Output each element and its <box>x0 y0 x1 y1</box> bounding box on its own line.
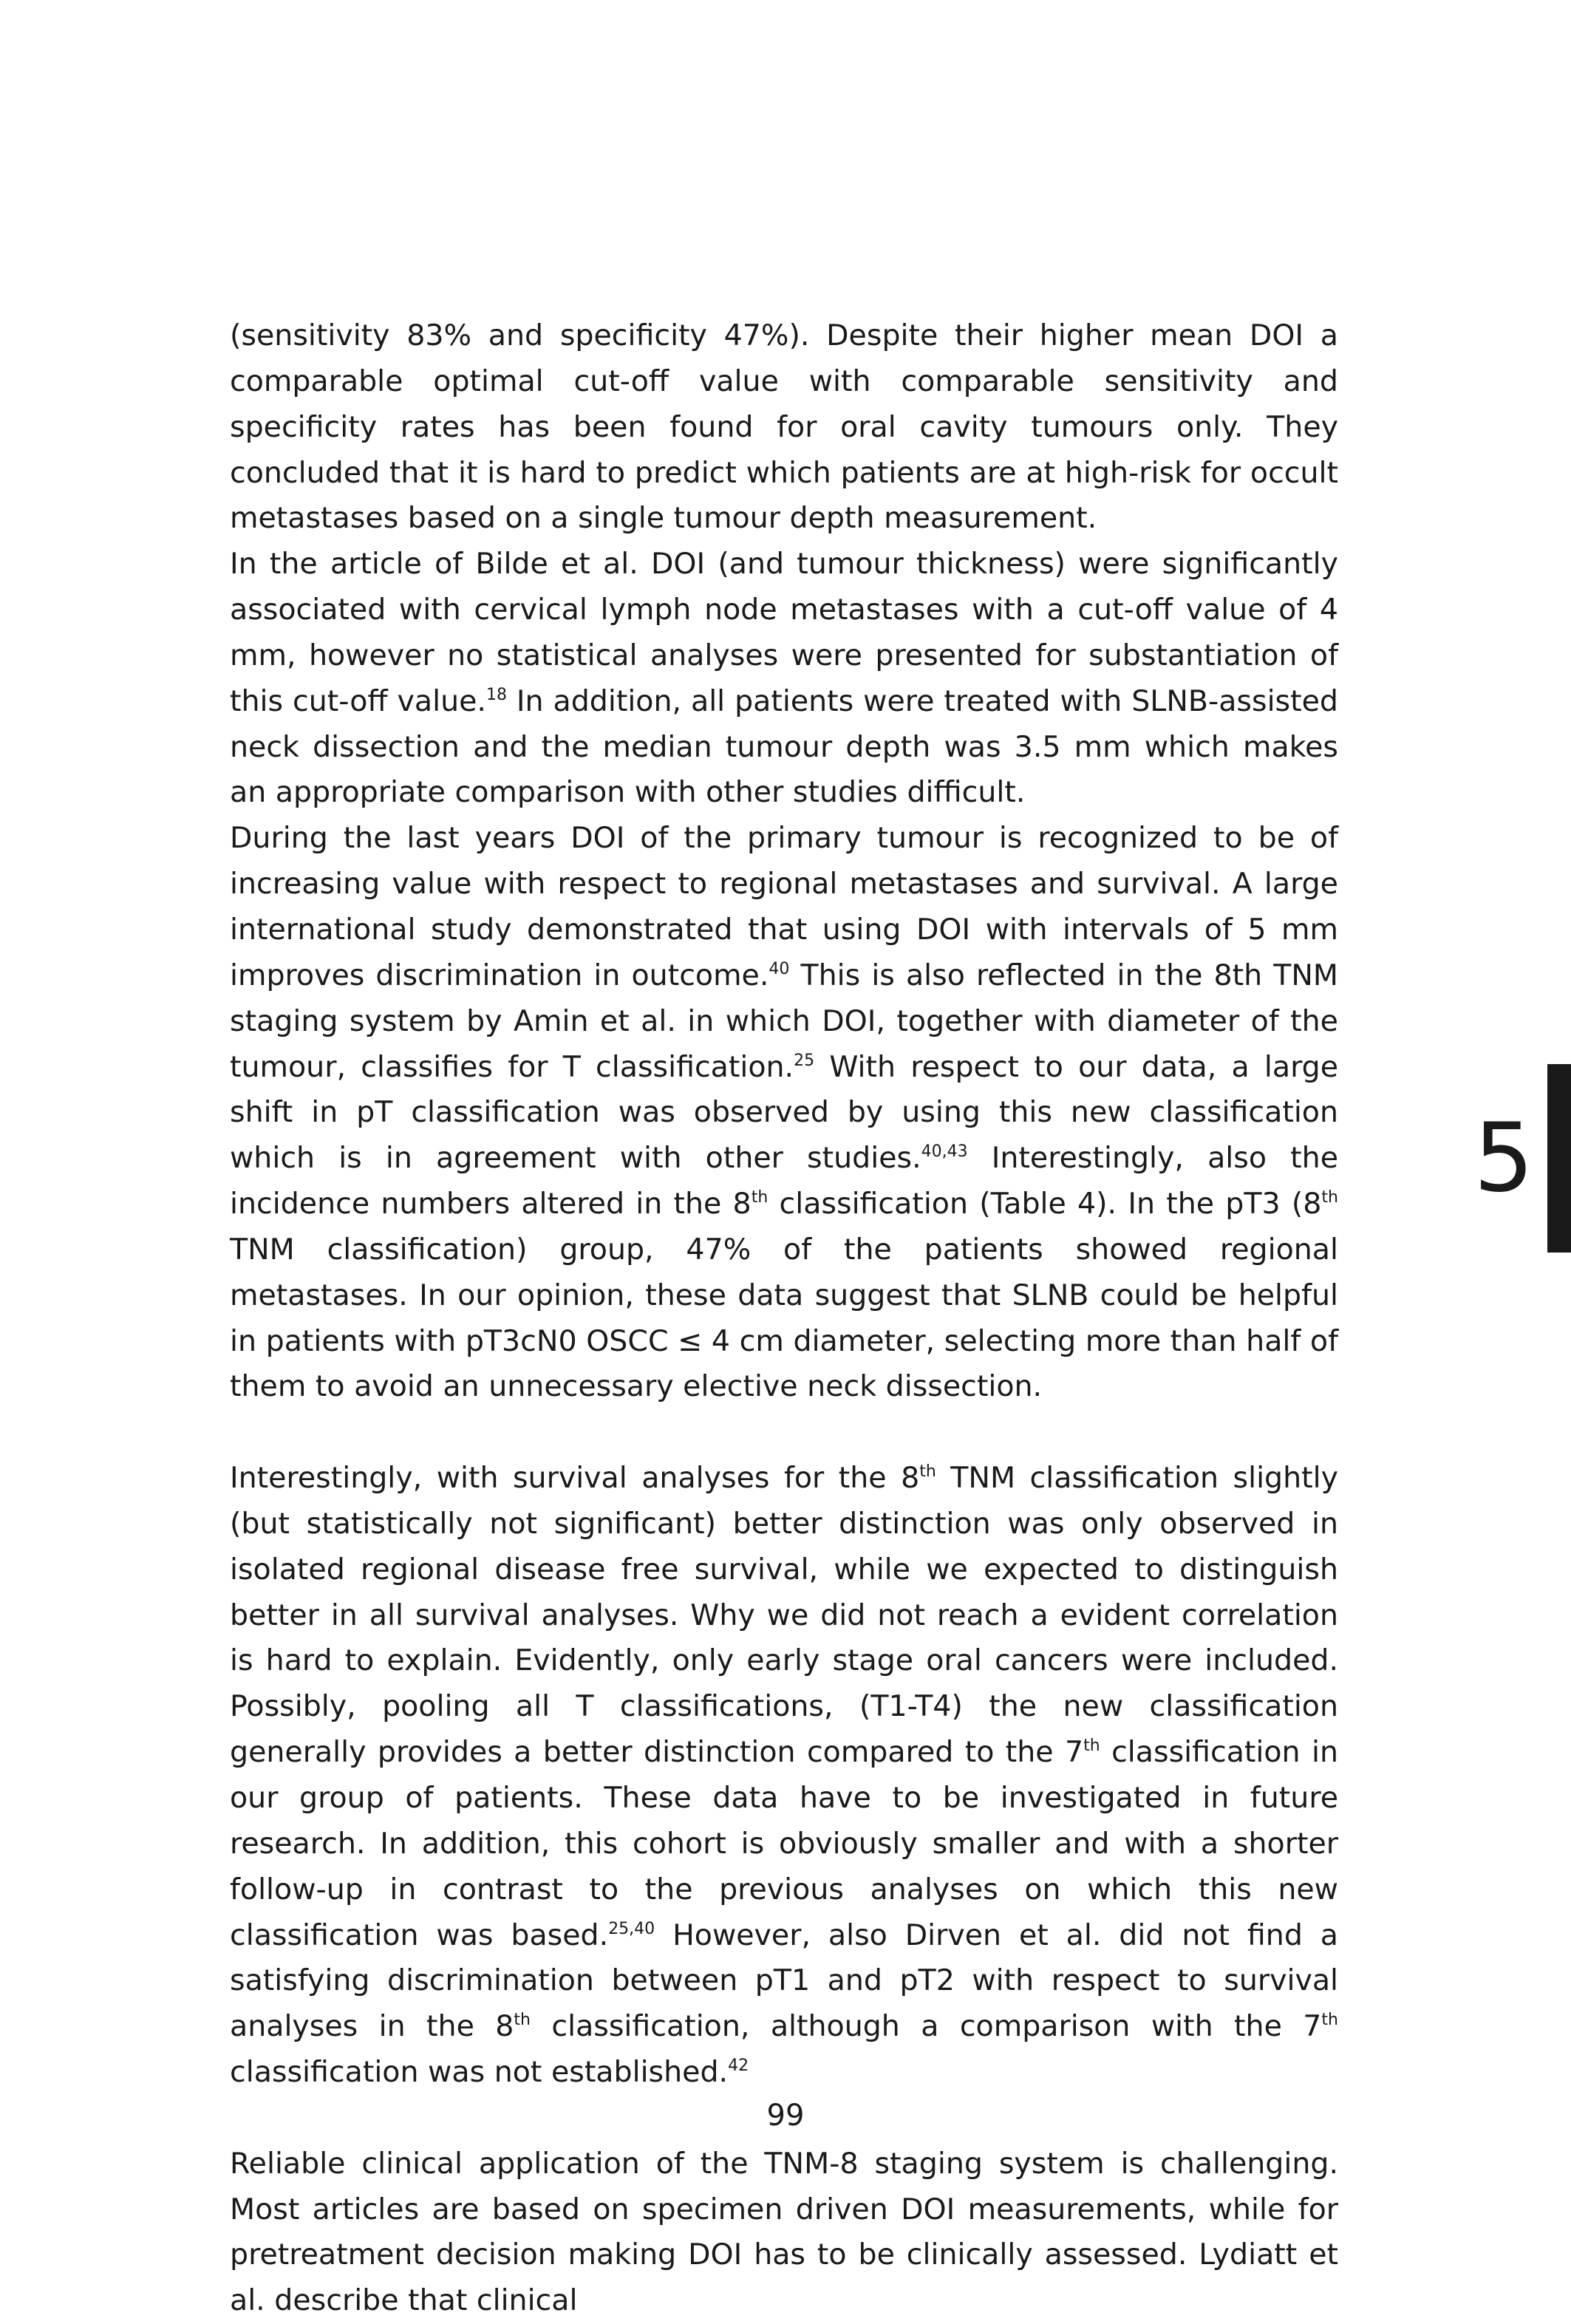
text-run: TNM classification) group, 47% of the patients showed regional metastases. In our opinion, these data suggest that SLNB could be helpful in patients with pT3cN0 OSCC ≤ 4 cm diameter, selecting more than half of them to avoid an unnecessary elective neck dissection. <box>230 1232 1338 1404</box>
citation-superscript: 18 <box>485 685 507 704</box>
citation-superscript: th <box>514 2011 531 2030</box>
text-run: Interestingly, also the incidence numbers altered in the 8 <box>230 1141 1338 1221</box>
text-run: In the article of Bilde et al. DOI (and tumour thickness) were significantly associated with cervical lymph node metastases with a cut-off value of 4 mm, however no statistical analyses were presented for substantiation of this cut-off value. <box>230 547 1338 718</box>
paragraph <box>230 313 1338 1410</box>
citation-superscript: 40,43 <box>921 1142 968 1162</box>
text-run: In addition, all patients were treated with SLNB-assisted neck dissection and the median tumour depth was 3.5 mm which makes an appropriate comparison with other studies difficult. <box>230 684 1338 810</box>
text-run: This is also reflected in the 8th TNM staging system by Amin et al. in which DOI, together with diameter of the tumour, classifies for T classification. <box>230 958 1338 1084</box>
citation-superscript: th <box>919 1462 936 1482</box>
paragraph <box>230 2141 1338 2324</box>
page-number: 99 <box>766 2099 805 2133</box>
chapter-number: 5 <box>1473 1103 1534 1213</box>
text-run: With respect to our data, a large shift in pT classification was observed by using this new classification which is in agreement with other studies. <box>230 1049 1338 1176</box>
text-run: During the last years DOI of the primary tumour is recognized to be of increasing value with respect to regional metastases and survival. A large international study demonstrated that using DOI with intervals of 5 mm improves discrimination in outcome. <box>230 821 1338 992</box>
body-text <box>230 313 1338 2324</box>
paragraph <box>230 1456 1338 2096</box>
citation-superscript: 25,40 <box>608 1919 655 1938</box>
text-run: classification was not established. <box>230 2055 729 2090</box>
text-run: Interestingly, with survival analyses for the 8 <box>230 1461 920 1496</box>
citation-superscript: 25 <box>794 1051 815 1070</box>
citation-superscript: th <box>1083 1737 1100 1756</box>
text-run: TNM classification slightly (but statistically not significant) better distinction was only observed in isolated regional disease free survival, while we expected to distinguish better in all survival analyses. Why we did not reach a evident correlation is hard to explain. Evidently, only early stage oral cancers were included. Possibly, pooling all T classifications, (T1-T4) the new classification generally provides a better distinction compared to the 7 <box>230 1461 1338 1770</box>
text-run: classification, although a comparison with the 7 <box>530 2009 1322 2044</box>
text-run: (sensitivity 83% and specificity 47%). Despite their higher mean DOI a comparable optimal cut-off value with comparable sensitivity and specificity rates has been found for oral cavity tumours only. They concluded that it is hard to predict which patients are at high-risk for occult metastases based on a single tumour depth measurement. <box>230 318 1338 536</box>
text-run: However, also Dirven et al. did not find a satisfying discrimination between pT1 and pT2 with respect to survival analyses in the 8 <box>230 1918 1339 2044</box>
citation-superscript: th <box>1321 2011 1338 2030</box>
text-run: classification in our group of patients. These data have to be investigated in future research. In addition, this cohort is obviously smaller and with a shorter follow-up in contrast to the previous analyses on which this new classification was based. <box>230 1735 1338 1952</box>
text-run: Reliable clinical application of the TNM-8 staging system is challenging. Most articles are based on specimen driven DOI measurements, while for pretreatment decision making DOI has to be clinically assessed. Lydiatt et al. describe that clinical <box>230 2146 1338 2318</box>
citation-superscript: th <box>751 1188 769 1207</box>
citation-superscript: 42 <box>728 2056 749 2076</box>
text-run: classification (Table 4). In the pT3 (8 <box>768 1187 1322 1221</box>
chapter-tab-marker <box>1547 1064 1571 1253</box>
citation-superscript: 40 <box>769 959 790 978</box>
citation-superscript: th <box>1321 1188 1338 1207</box>
